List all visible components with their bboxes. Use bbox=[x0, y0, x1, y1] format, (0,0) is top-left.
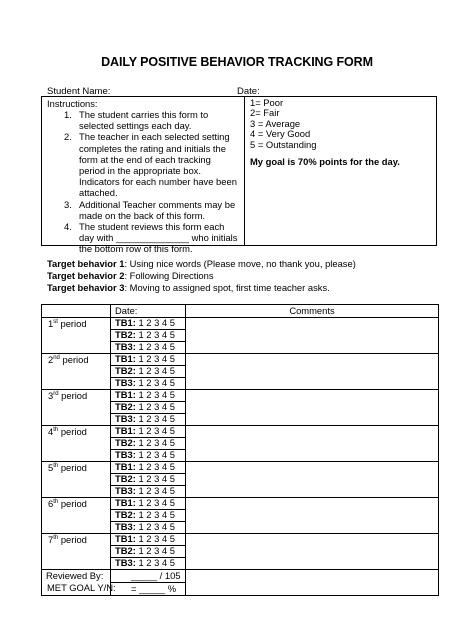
instruction-number: 3. bbox=[64, 198, 72, 210]
rating-options[interactable]: 1 2 3 4 5 bbox=[138, 557, 175, 568]
comments-cell[interactable] bbox=[186, 390, 439, 426]
rating-options[interactable]: 1 2 3 4 5 bbox=[138, 545, 175, 556]
tb-label: TB2: bbox=[115, 437, 136, 448]
tb-rating-cell[interactable] bbox=[111, 330, 186, 342]
period-number: 2 bbox=[48, 354, 54, 365]
period-number: 6 bbox=[48, 498, 54, 509]
tb-rating-cell[interactable] bbox=[111, 450, 186, 462]
scale-item: 5 = Outstanding bbox=[250, 138, 317, 150]
tb-label: TB1: bbox=[115, 317, 136, 328]
rating-options[interactable]: 1 2 3 4 5 bbox=[138, 365, 175, 376]
period-word: period bbox=[58, 534, 87, 545]
tb-label: TB3: bbox=[115, 377, 136, 388]
comments-header: Comments bbox=[186, 305, 439, 318]
period-suffix: nd bbox=[53, 355, 60, 361]
header-blank bbox=[42, 305, 111, 318]
instructions-panel bbox=[42, 97, 245, 255]
scale-item: 1= Poor bbox=[250, 97, 284, 108]
table-row bbox=[42, 462, 439, 474]
period-word: period bbox=[59, 354, 89, 365]
tb-rating-cell[interactable] bbox=[111, 342, 186, 354]
tb-label: TB1: bbox=[115, 461, 136, 472]
tb-rating-cell[interactable] bbox=[111, 486, 186, 498]
rating-options[interactable]: 1 2 3 4 5 bbox=[138, 377, 175, 388]
period-word: period bbox=[58, 390, 88, 401]
instruction-text: The student reviews this form each day with ______________ who initials the bottom row of this form. bbox=[79, 221, 238, 255]
reviewed-by-label: Reviewed By: bbox=[42, 570, 111, 596]
instruction-number: 2. bbox=[64, 131, 72, 143]
comments-cell[interactable] bbox=[186, 498, 439, 534]
target-behavior-text: : Moving to assigned spot, first time teacher asks. bbox=[124, 281, 330, 293]
date-header: Date: bbox=[111, 305, 186, 318]
rating-options[interactable]: 1 2 3 4 5 bbox=[138, 533, 175, 544]
rating-options[interactable]: 1 2 3 4 5 bbox=[138, 341, 175, 352]
reviewer-initials-field[interactable] bbox=[186, 570, 439, 596]
tb-label: TB3: bbox=[115, 449, 136, 460]
instructions-heading: Instructions: bbox=[47, 98, 98, 109]
target-behavior-label: Target behavior 2 bbox=[47, 269, 125, 281]
instruction-text: Additional Teacher comments may be made on the back of this form. bbox=[79, 198, 236, 221]
rating-scale-panel bbox=[250, 98, 430, 167]
comments-cell[interactable] bbox=[186, 354, 439, 390]
date-label: Date: bbox=[237, 86, 260, 97]
rating-options[interactable]: 1 2 3 4 5 bbox=[138, 461, 175, 472]
table-row bbox=[42, 426, 439, 438]
target-behavior-label: Target behavior 3 bbox=[47, 281, 125, 293]
tb-label: TB1: bbox=[115, 389, 136, 400]
tb-rating-cell[interactable] bbox=[111, 546, 186, 558]
rating-options[interactable]: 1 2 3 4 5 bbox=[138, 521, 175, 532]
met-goal-label: MET GOAL Y/N: bbox=[47, 582, 116, 593]
period-number: 5 bbox=[48, 462, 54, 473]
comments-cell[interactable] bbox=[186, 426, 439, 462]
tb-label: TB1: bbox=[115, 497, 136, 508]
tb-rating-cell[interactable] bbox=[111, 438, 186, 450]
tb-label: TB1: bbox=[115, 425, 136, 436]
table-row bbox=[42, 390, 439, 402]
tb-rating-cell[interactable] bbox=[111, 390, 186, 402]
period-label bbox=[42, 498, 111, 534]
instruction-item bbox=[42, 131, 242, 198]
rating-options[interactable]: 1 2 3 4 5 bbox=[138, 509, 175, 520]
table-row bbox=[42, 498, 439, 510]
tb-rating-cell[interactable] bbox=[111, 462, 186, 474]
period-number: 7 bbox=[48, 534, 54, 545]
period-suffix: th bbox=[53, 499, 59, 505]
instruction-item bbox=[42, 221, 242, 255]
tb-label: TB2: bbox=[115, 401, 136, 412]
tb-label: TB2: bbox=[115, 473, 136, 484]
period-number: 4 bbox=[48, 426, 54, 437]
tb-rating-cell[interactable] bbox=[111, 354, 186, 366]
tb-rating-cell[interactable] bbox=[111, 558, 186, 570]
period-suffix: th bbox=[53, 535, 59, 541]
period-word: period bbox=[58, 462, 87, 473]
tb-rating-cell[interactable] bbox=[111, 474, 186, 486]
points-total[interactable]: _____ / 105 bbox=[111, 570, 186, 583]
rating-options[interactable]: 1 2 3 4 5 bbox=[138, 401, 175, 412]
period-label bbox=[42, 390, 111, 426]
instruction-item bbox=[42, 199, 242, 221]
comments-cell[interactable] bbox=[186, 534, 439, 570]
target-behavior-text: : Following Directions bbox=[124, 269, 214, 281]
rating-options[interactable]: 1 2 3 4 5 bbox=[138, 449, 175, 460]
period-label bbox=[42, 462, 111, 498]
period-label bbox=[42, 318, 111, 354]
tb-rating-cell[interactable] bbox=[111, 414, 186, 426]
rating-options[interactable]: 1 2 3 4 5 bbox=[138, 497, 175, 508]
period-suffix: rd bbox=[53, 391, 59, 397]
target-behavior-3 bbox=[47, 282, 356, 294]
period-word: period bbox=[58, 498, 87, 509]
tb-label: TB3: bbox=[115, 521, 136, 532]
tb-rating-cell[interactable] bbox=[111, 318, 186, 330]
period-number: 1 bbox=[48, 318, 54, 329]
tb-rating-cell[interactable] bbox=[111, 522, 186, 534]
table-row bbox=[42, 534, 439, 546]
target-behavior-1 bbox=[47, 258, 356, 270]
instructions-list bbox=[42, 109, 242, 255]
scale-item: 3 = Average bbox=[250, 117, 301, 129]
tb-rating-cell[interactable] bbox=[111, 498, 186, 510]
rating-scale bbox=[250, 98, 430, 150]
period-suffix: st bbox=[53, 319, 58, 325]
target-behavior-label: Target behavior 1 bbox=[47, 258, 125, 269]
tb-label: TB2: bbox=[115, 509, 136, 520]
tb-label: TB2: bbox=[115, 545, 136, 556]
tb-rating-cell[interactable] bbox=[111, 378, 186, 390]
target-behavior-text: : Using nice words (Please move, no thank you, please) bbox=[124, 258, 356, 269]
comments-cell[interactable] bbox=[186, 462, 439, 498]
period-suffix: th bbox=[53, 463, 59, 469]
instruction-number: 4. bbox=[64, 221, 72, 233]
tb-rating-cell[interactable] bbox=[111, 366, 186, 378]
period-label bbox=[42, 354, 111, 390]
goal-statement: My goal is 70% points for the day. bbox=[250, 156, 400, 168]
rating-options[interactable]: 1 2 3 4 5 bbox=[138, 485, 175, 496]
table-row bbox=[42, 354, 439, 366]
period-number: 3 bbox=[48, 390, 54, 401]
instruction-item bbox=[42, 109, 242, 131]
scale-item: 4 = Very Good bbox=[250, 128, 311, 140]
instruction-text: The student carries this form to selected settings each day. bbox=[79, 109, 209, 132]
rating-options[interactable]: 1 2 3 4 5 bbox=[138, 353, 175, 364]
tracking-table bbox=[41, 304, 439, 596]
period-word: period bbox=[57, 318, 87, 329]
tb-rating-cell[interactable] bbox=[111, 510, 186, 522]
rating-options[interactable]: 1 2 3 4 5 bbox=[138, 473, 175, 484]
student-name-label: Student Name: bbox=[47, 86, 111, 97]
tb-rating-cell[interactable] bbox=[111, 402, 186, 414]
period-word: period bbox=[58, 426, 87, 437]
scale-item: 2= Fair bbox=[250, 107, 280, 119]
instructions-box bbox=[41, 96, 437, 255]
rating-options[interactable]: 1 2 3 4 5 bbox=[138, 413, 175, 424]
target-behaviors bbox=[47, 258, 356, 293]
form-title: DAILY POSITIVE BEHAVIOR TRACKING FORM bbox=[101, 55, 373, 69]
period-label bbox=[42, 534, 111, 570]
tb-label: TB2: bbox=[115, 365, 136, 376]
rating-options[interactable]: 1 2 3 4 5 bbox=[138, 317, 175, 328]
tb-rating-cell[interactable] bbox=[111, 426, 186, 438]
tb-label: TB1: bbox=[115, 533, 136, 544]
table-header-row bbox=[42, 305, 439, 318]
tb-label: TB3: bbox=[115, 413, 136, 424]
instruction-number: 1. bbox=[64, 109, 72, 120]
instruction-text: The teacher in each selected setting completes the rating and initials the form at the end of each tracking period in the appropriate box. Indicators for each number have been attached. bbox=[79, 131, 237, 199]
tb-rating-cell[interactable] bbox=[111, 534, 186, 546]
tb-label: TB3: bbox=[115, 485, 136, 496]
period-suffix: th bbox=[53, 427, 59, 433]
points-percent[interactable]: = _____ % bbox=[111, 583, 186, 596]
comments-cell[interactable] bbox=[186, 318, 439, 354]
rating-options[interactable]: 1 2 3 4 5 bbox=[138, 329, 175, 340]
rating-options[interactable]: 1 2 3 4 5 bbox=[138, 389, 175, 400]
tb-label: TB1: bbox=[115, 353, 136, 364]
rating-options[interactable]: 1 2 3 4 5 bbox=[138, 425, 175, 436]
tb-label: TB3: bbox=[115, 557, 136, 568]
reviewed-row bbox=[42, 570, 439, 583]
rating-options[interactable]: 1 2 3 4 5 bbox=[138, 437, 175, 448]
table-row bbox=[42, 318, 439, 330]
target-behavior-2 bbox=[47, 270, 356, 282]
period-label bbox=[42, 426, 111, 462]
tb-label: TB3: bbox=[115, 341, 136, 352]
tb-label: TB2: bbox=[115, 329, 136, 340]
